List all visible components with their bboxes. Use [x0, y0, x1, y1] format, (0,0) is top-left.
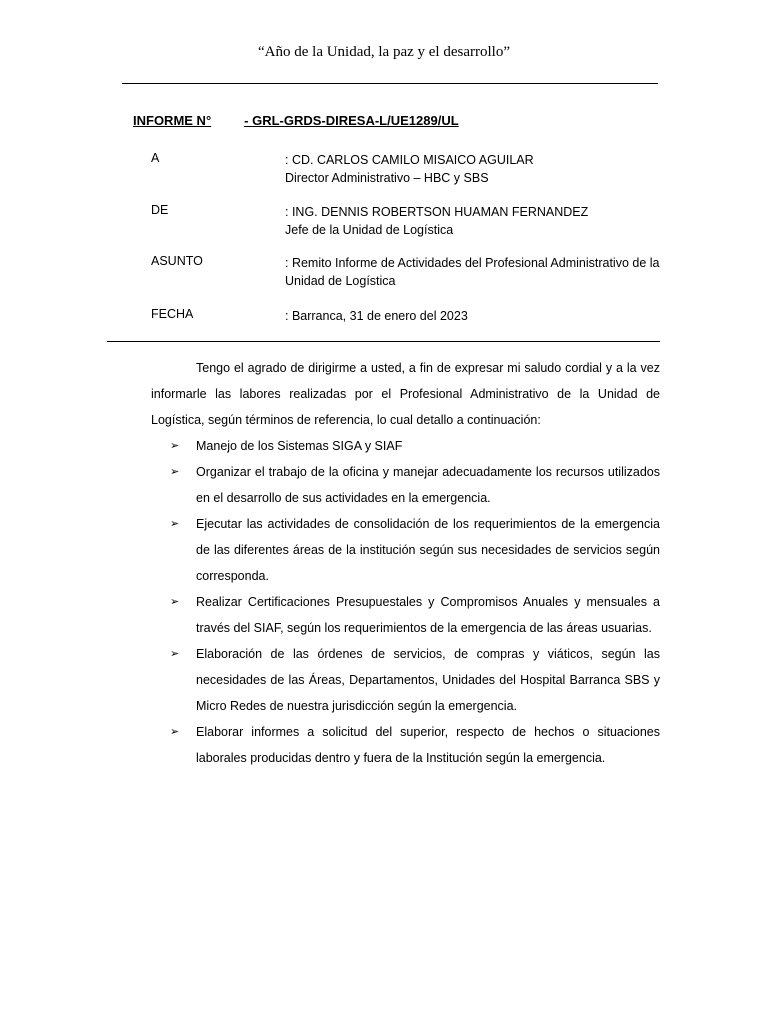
- arrow-right-icon: ➢: [170, 648, 180, 660]
- list-item-text: Elaboración de las órdenes de servicios, de compras y viáticos, según las necesidades de las Áreas, Departamentos, Unidades del Hospital Barranca SBS y Micro Redes de nuestra jurisdicción según la emergencia.: [196, 647, 660, 713]
- list-item: [170, 589, 660, 641]
- arrow-right-icon: ➢: [170, 518, 180, 530]
- list-item: [170, 459, 660, 511]
- header-value-de: [285, 203, 665, 239]
- informe-code: - GRL-GRDS-DIRESA-L/UE1289/UL: [244, 113, 459, 128]
- sender-title: Jefe de la Unidad de Logística: [285, 223, 454, 237]
- list-item: [170, 719, 660, 771]
- arrow-right-icon: ➢: [170, 440, 180, 452]
- subject-text: : Remito Informe de Actividades del Profesional Administrativo de la Unidad de Logística: [285, 256, 660, 288]
- list-item-text: Elaborar informes a solicitud del superior, respecto de hechos o situaciones laborales producidas dentro y fuera de la Institución según la emergencia.: [196, 725, 660, 765]
- header-label-fecha: FECHA: [151, 307, 194, 321]
- header-label-a: A: [151, 151, 160, 165]
- list-item: [170, 641, 660, 719]
- list-item: [170, 511, 660, 589]
- activities-list: [170, 433, 660, 771]
- informe-number: [133, 113, 459, 128]
- intro-paragraph: Tengo el agrado de dirigirme a usted, a fin de expresar mi saludo cordial y a la vez informarle las labores realizadas por el Profesional Administrativo de la Unidad de Logística, según términos de referencia, lo cual detallo a continuación:: [151, 361, 660, 427]
- list-item-text: Manejo de los Sistemas SIGA y SIAF: [196, 439, 403, 453]
- top-divider: [122, 83, 658, 84]
- arrow-right-icon: ➢: [170, 596, 180, 608]
- date-text: : Barranca, 31 de enero del 2023: [285, 309, 468, 323]
- header-divider: [107, 341, 660, 342]
- list-item-text: Organizar el trabajo de la oficina y manejar adecuadamente los recursos utilizados en el desarrollo de sus actividades en la emergencia.: [196, 465, 660, 505]
- list-item-text: Realizar Certificaciones Presupuestales y Compromisos Anuales y mensuales a través del SIAF, según los requerimientos de la emergencia de las áreas usuarias.: [196, 595, 660, 635]
- arrow-right-icon: ➢: [170, 726, 180, 738]
- informe-label: INFORME N°: [133, 113, 212, 128]
- sender-name: : ING. DENNIS ROBERTSON HUAMAN FERNANDEZ: [285, 205, 589, 219]
- list-item: [170, 433, 660, 459]
- recipient-name: : CD. CARLOS CAMILO MISAICO AGUILAR: [285, 153, 534, 167]
- header-value-asunto: [285, 254, 665, 290]
- motto-heading: “Año de la Unidad, la paz y el desarrollo”: [258, 44, 510, 60]
- header-label-de: DE: [151, 203, 169, 217]
- header-value-fecha: [285, 307, 665, 325]
- list-item-text: Ejecutar las actividades de consolidación de los requerimientos de la emergencia de las diferentes áreas de la institución según sus necesidades de servicios según corresponda.: [196, 517, 660, 583]
- arrow-right-icon: ➢: [170, 466, 180, 478]
- header-label-asunto: ASUNTO: [151, 254, 203, 268]
- header-value-a: [285, 151, 665, 187]
- recipient-title: Director Administrativo – HBC y SBS: [285, 171, 489, 185]
